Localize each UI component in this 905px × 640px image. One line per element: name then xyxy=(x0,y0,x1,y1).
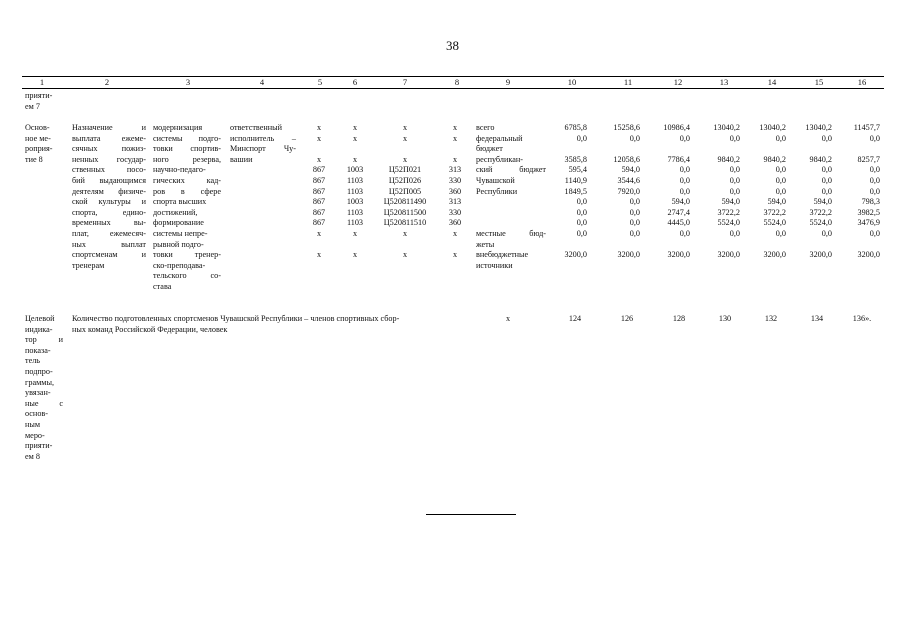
expense-type-code: x xyxy=(452,154,458,164)
funding-value: 5524,0 xyxy=(809,218,832,228)
funding-value: 3200,0 xyxy=(667,250,690,260)
funding-value: 0,0 xyxy=(869,186,880,196)
grbs-code: x xyxy=(316,123,322,132)
goal-line: товки тренер- xyxy=(153,250,221,260)
funding-value: 0,0 xyxy=(821,176,832,185)
target-article-code: Ц52П026 xyxy=(388,176,422,185)
funding-value: 7786,4 xyxy=(667,154,690,164)
indicator-label: показа- xyxy=(25,345,51,355)
section-code: x xyxy=(352,123,358,132)
event-name-line: плат, ежемесяч- xyxy=(72,229,146,238)
goal-line: системы непре- xyxy=(153,229,208,238)
funding-value: 0,0 xyxy=(775,186,786,196)
indicator-value: 124 xyxy=(568,314,582,323)
indicator-value: 130 xyxy=(718,314,732,323)
funding-value: 4445,0 xyxy=(667,218,690,228)
expense-type-code: 360 xyxy=(448,186,462,196)
event-name-line: выплата ежеме- xyxy=(72,133,146,143)
funding-value: 0,0 xyxy=(729,186,740,196)
header-col-6: 6 xyxy=(352,77,358,87)
funding-value: 0,0 xyxy=(679,229,690,238)
event-label: тие 8 xyxy=(25,154,43,164)
responsible-line: ответственный xyxy=(230,123,283,132)
section-code: 1103 xyxy=(346,176,364,185)
funding-value: 7920,0 xyxy=(617,186,640,196)
indicator-label: граммы, xyxy=(25,377,54,387)
funding-value: 0,0 xyxy=(629,207,640,217)
header-col-9: 9 xyxy=(505,77,511,87)
header-col-12: 12 xyxy=(673,77,683,87)
funding-value: 0,0 xyxy=(629,197,640,207)
indicator-text: ных команд Российской Федерации, человек xyxy=(72,324,228,334)
goal-line: ров в сфере xyxy=(153,186,221,196)
header-col-8: 8 xyxy=(454,77,460,87)
goal-line: формирование xyxy=(153,218,204,228)
funding-value: 0,0 xyxy=(629,218,640,228)
indicator-value: 136». xyxy=(852,314,872,323)
event-label: роприя- xyxy=(25,144,53,154)
funding-value: 3200,0 xyxy=(564,250,587,260)
indicator-value: 132 xyxy=(764,314,778,323)
goal-line: товки спортив- xyxy=(153,144,221,154)
funding-source-line: бюджет xyxy=(476,144,503,154)
section-code: 1003 xyxy=(346,165,364,175)
funding-value: 3476,9 xyxy=(857,218,880,228)
header-col-15: 15 xyxy=(814,77,824,87)
funding-value: 6785,8 xyxy=(564,123,587,132)
expense-type-code: 330 xyxy=(448,207,462,217)
header-col-13: 13 xyxy=(719,77,729,87)
funding-value: 3982,5 xyxy=(857,207,880,217)
section-code: 1003 xyxy=(346,197,364,207)
footer-rule xyxy=(426,514,516,515)
grbs-code: 867 xyxy=(312,176,326,185)
funding-value: 0,0 xyxy=(679,186,690,196)
grbs-code: 867 xyxy=(312,207,326,217)
section-code: x xyxy=(352,133,358,143)
funding-value: 0,0 xyxy=(775,165,786,175)
funding-source-line: Чувашской xyxy=(476,176,515,185)
expense-type-code: 330 xyxy=(448,176,462,185)
funding-value: 0,0 xyxy=(821,229,832,238)
indicator-value: 126 xyxy=(620,314,634,323)
funding-value: 2747,4 xyxy=(667,207,690,217)
goal-line: ско-преподава- xyxy=(153,260,206,270)
funding-value: 1140,9 xyxy=(564,176,587,185)
grbs-code: x xyxy=(316,154,322,164)
event-name-line: Назначение и xyxy=(72,123,146,132)
funding-source-line: местные бюд- xyxy=(476,229,546,238)
funding-value: 0,0 xyxy=(629,133,640,143)
funding-value: 0,0 xyxy=(629,229,640,238)
expense-type-code: 360 xyxy=(448,218,462,228)
target-article-code: x xyxy=(402,154,408,164)
funding-value: 594,0 xyxy=(813,197,832,207)
expense-type-code: x xyxy=(452,250,458,260)
funding-value: 3200,0 xyxy=(809,250,832,260)
indicator-label: увязан- xyxy=(25,388,51,398)
event-name-line: деятелям физиче- xyxy=(72,186,146,196)
event-name-line: сячных пожиз- xyxy=(72,144,146,154)
funding-value: 798,3 xyxy=(861,197,880,207)
header-col-11: 11 xyxy=(623,77,633,87)
goal-line: спорта высших xyxy=(153,197,207,207)
header-col-1: 1 xyxy=(39,77,45,87)
funding-value: 0,0 xyxy=(729,165,740,175)
event-name-line: ственных посо- xyxy=(72,165,146,175)
funding-value: 0,0 xyxy=(775,229,786,238)
event-name-line: временных вы- xyxy=(72,218,146,228)
indicator-label: меро- xyxy=(25,430,45,440)
funding-value: 9840,2 xyxy=(763,154,786,164)
section-code: x xyxy=(352,229,358,238)
funding-value: 0,0 xyxy=(729,133,740,143)
carry-line: ем 7 xyxy=(25,101,40,111)
funding-value: 0,0 xyxy=(869,176,880,185)
header-col-10: 10 xyxy=(567,77,577,87)
funding-value: 595,4 xyxy=(568,165,587,175)
event-name-line: спортсменам и xyxy=(72,250,146,260)
grbs-code: x xyxy=(316,250,322,260)
indicator-x: x xyxy=(505,314,511,323)
funding-source-line: жеты xyxy=(476,239,495,249)
target-article-code: x xyxy=(402,123,408,132)
event-name-line: бий выдающимся xyxy=(72,176,146,185)
indicator-value: 128 xyxy=(672,314,686,323)
funding-value: 13040,2 xyxy=(713,123,740,132)
event-name-line: ской культуры и xyxy=(72,197,146,207)
section-code: x xyxy=(352,250,358,260)
target-article-code: x xyxy=(402,133,408,143)
funding-value: 594,0 xyxy=(721,197,740,207)
header-col-4: 4 xyxy=(259,77,265,87)
funding-value: 15258,6 xyxy=(613,123,640,132)
indicator-label: основ- xyxy=(25,409,48,419)
funding-value: 3722,2 xyxy=(809,207,832,217)
expense-type-code: x xyxy=(452,123,458,132)
goal-line: ного резерва, xyxy=(153,154,221,164)
funding-value: 0,0 xyxy=(729,176,740,185)
funding-value: 11457,7 xyxy=(853,123,880,132)
goal-line: тельского со- xyxy=(153,271,221,281)
indicator-label: тель xyxy=(25,356,41,366)
funding-value: 0,0 xyxy=(679,133,690,143)
goal-line: става xyxy=(153,282,172,291)
section-code: 1103 xyxy=(346,186,364,196)
grbs-code: x xyxy=(316,133,322,143)
funding-value: 3200,0 xyxy=(763,250,786,260)
event-label: Основ- xyxy=(25,123,50,132)
funding-value: 0,0 xyxy=(729,229,740,238)
funding-value: 3722,2 xyxy=(763,207,786,217)
funding-value: 3544,6 xyxy=(617,176,640,185)
funding-value: 0,0 xyxy=(576,218,587,228)
indicator-label: индика- xyxy=(25,324,53,334)
indicator-label: подпро- xyxy=(25,367,53,376)
goal-line: гических кад- xyxy=(153,176,221,185)
table-header-row xyxy=(22,76,884,89)
funding-source-line: всего xyxy=(476,123,495,132)
event-name-line: спорта, едино- xyxy=(72,207,146,217)
responsible-line: исполнитель – xyxy=(230,133,296,143)
indicator-label: прияти- xyxy=(25,441,53,451)
funding-value: 3722,2 xyxy=(717,207,740,217)
event-name-line: ненных государ- xyxy=(72,154,146,164)
target-article-code: Ц52П005 xyxy=(388,186,422,196)
goal-line: достижений, xyxy=(153,207,198,217)
event-label: ное ме- xyxy=(25,133,51,143)
grbs-code: 867 xyxy=(312,197,326,207)
target-article-code: Ц52П021 xyxy=(388,165,422,175)
funding-value: 0,0 xyxy=(775,133,786,143)
goal-line: модернизация xyxy=(153,123,203,132)
funding-value: 0,0 xyxy=(869,229,880,238)
funding-value: 0,0 xyxy=(679,176,690,185)
section-code: 1103 xyxy=(346,207,364,217)
expense-type-code: 313 xyxy=(448,197,462,207)
grbs-code: 867 xyxy=(312,218,326,228)
funding-value: 594,0 xyxy=(671,197,690,207)
funding-value: 0,0 xyxy=(775,176,786,185)
funding-source-line: ский бюджет xyxy=(476,165,546,175)
funding-source-line: внебюджетные xyxy=(476,250,529,260)
responsible-line: Минспорт Чу- xyxy=(230,144,296,154)
section-code: x xyxy=(352,154,358,164)
header-col-5: 5 xyxy=(317,77,323,87)
funding-value: 8257,7 xyxy=(857,154,880,164)
goal-line: научно-педаго- xyxy=(153,165,206,175)
indicator-text: Количество подготовленных спортсменов Чувашской Республики – членов спортивных сбор- xyxy=(72,314,400,323)
expense-type-code: 313 xyxy=(448,165,462,175)
expense-type-code: x xyxy=(452,133,458,143)
funding-value: 0,0 xyxy=(869,133,880,143)
target-article-code: Ц520811510 xyxy=(383,218,427,228)
header-col-2: 2 xyxy=(104,77,110,87)
funding-value: 0,0 xyxy=(821,165,832,175)
indicator-label: ем 8 xyxy=(25,451,40,461)
funding-value: 5524,0 xyxy=(763,218,786,228)
header-col-7: 7 xyxy=(402,77,408,87)
indicator-label: ные с xyxy=(25,398,63,408)
funding-value: 0,0 xyxy=(576,133,587,143)
goal-line: системы подго- xyxy=(153,133,221,143)
funding-value: 3585,8 xyxy=(564,154,587,164)
funding-value: 9840,2 xyxy=(809,154,832,164)
funding-value: 0,0 xyxy=(821,133,832,143)
funding-value: 594,0 xyxy=(621,165,640,175)
event-name-line: ных выплат xyxy=(72,239,146,249)
funding-source-line: источники xyxy=(476,260,513,270)
funding-value: 0,0 xyxy=(679,165,690,175)
funding-value: 10986,4 xyxy=(663,123,690,132)
funding-value: 0,0 xyxy=(821,186,832,196)
header-col-3: 3 xyxy=(185,77,191,87)
funding-value: 3200,0 xyxy=(857,250,880,260)
funding-value: 594,0 xyxy=(767,197,786,207)
event-name-line: тренерам xyxy=(72,260,105,270)
grbs-code: x xyxy=(316,229,322,238)
expense-type-code: x xyxy=(452,229,458,238)
funding-value: 0,0 xyxy=(576,229,587,238)
funding-value: 0,0 xyxy=(869,165,880,175)
indicator-label: тор и xyxy=(25,335,63,345)
indicator-value: 134 xyxy=(810,314,824,323)
page-number: 38 xyxy=(446,38,459,53)
responsible-line: вашии xyxy=(230,154,253,164)
grbs-code: 867 xyxy=(312,165,326,175)
funding-value: 9840,2 xyxy=(717,154,740,164)
funding-value: 13040,2 xyxy=(759,123,786,132)
funding-value: 12058,6 xyxy=(613,154,640,164)
target-article-code: Ц520811500 xyxy=(383,207,427,217)
grbs-code: 867 xyxy=(312,186,326,196)
indicator-label: Целевой xyxy=(25,314,55,323)
header-col-16: 16 xyxy=(857,77,867,87)
target-article-code: Ц520811490 xyxy=(383,197,427,207)
indicator-label: ным xyxy=(25,420,41,429)
funding-value: 1849,5 xyxy=(564,186,587,196)
target-article-code: x xyxy=(402,229,408,238)
funding-value: 0,0 xyxy=(576,197,587,207)
funding-source-line: Республики xyxy=(476,186,518,196)
goal-line: рывной подго- xyxy=(153,239,204,249)
funding-source-line: федеральный xyxy=(476,133,523,143)
section-code: 1103 xyxy=(346,218,364,228)
funding-value: 3200,0 xyxy=(617,250,640,260)
funding-value: 0,0 xyxy=(576,207,587,217)
header-col-14: 14 xyxy=(767,77,777,87)
funding-value: 3200,0 xyxy=(717,250,740,260)
funding-source-line: республикан- xyxy=(476,154,523,164)
target-article-code: x xyxy=(402,250,408,260)
funding-value: 13040,2 xyxy=(805,123,832,132)
carry-line: прияти- xyxy=(25,91,53,100)
funding-value: 5524,0 xyxy=(717,218,740,228)
